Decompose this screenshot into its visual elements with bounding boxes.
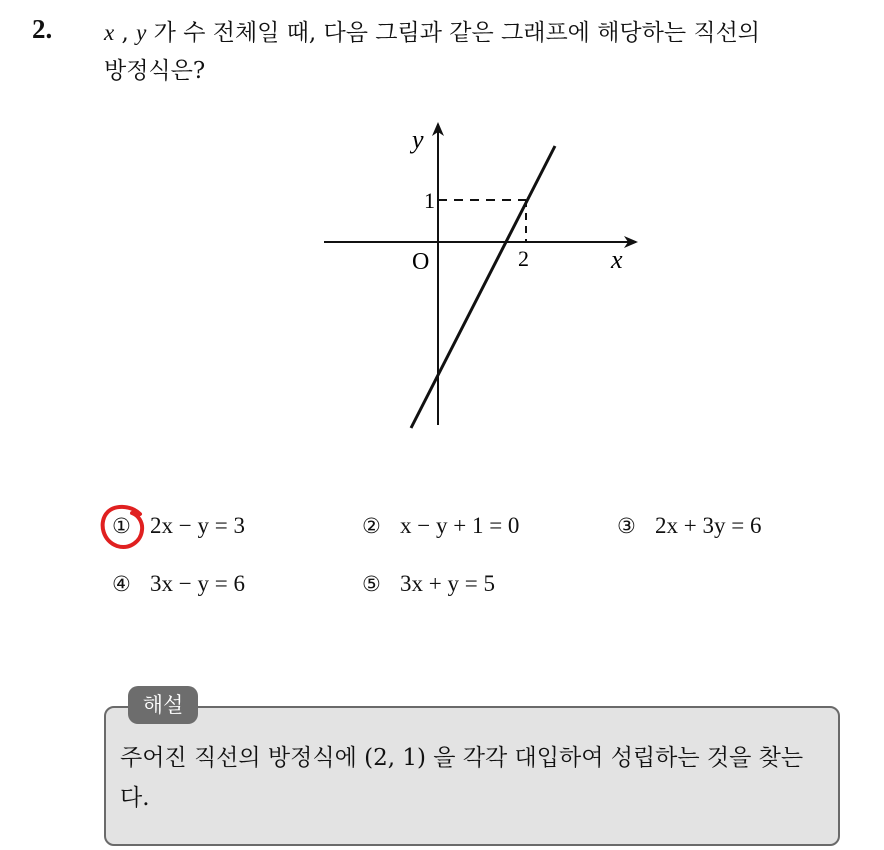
- choice-3-text: 2x + 3y = 6: [655, 513, 762, 538]
- explanation-text: 주어진 직선의 방정식에 (2, 1) 을 각각 대입하여 성립하는 것을 찾는다.: [120, 745, 804, 811]
- explanation-tab: 해설: [128, 686, 198, 724]
- variable-x: x: [104, 20, 115, 45]
- choice-4-text: 3x − y = 6: [150, 571, 245, 596]
- origin-label: O: [412, 249, 430, 275]
- choice-1[interactable]: [112, 513, 245, 539]
- variable-separator: ,: [114, 20, 137, 46]
- choice-3[interactable]: [617, 513, 761, 539]
- choice-2[interactable]: [362, 513, 519, 539]
- choice-4[interactable]: [112, 571, 245, 597]
- tick-label-x-2: 2: [518, 246, 529, 271]
- variable-y: y: [136, 20, 147, 45]
- choice-2-number: ②: [362, 514, 381, 538]
- choice-5[interactable]: [362, 571, 495, 597]
- choice-1-text: 2x − y = 3: [150, 513, 245, 538]
- choice-5-text: 3x + y = 5: [400, 571, 495, 596]
- y-axis-label: y: [412, 125, 424, 154]
- choice-3-number: ③: [617, 514, 636, 538]
- x-axis-label: x: [611, 245, 623, 274]
- choice-4-number: ④: [112, 572, 131, 596]
- question-line-2: 방정식은?: [104, 58, 206, 84]
- tick-label-y-1: 1: [424, 188, 435, 213]
- choice-1-number: ①: [112, 514, 131, 538]
- question-number: 2.: [32, 14, 53, 44]
- choice-2-text: x − y + 1 = 0: [400, 513, 520, 538]
- choice-5-number: ⑤: [362, 572, 381, 596]
- question-line-1-rest: 가 수 전체일 때, 다음 그림과 같은 그래프에 해당하는 직선의: [146, 20, 761, 46]
